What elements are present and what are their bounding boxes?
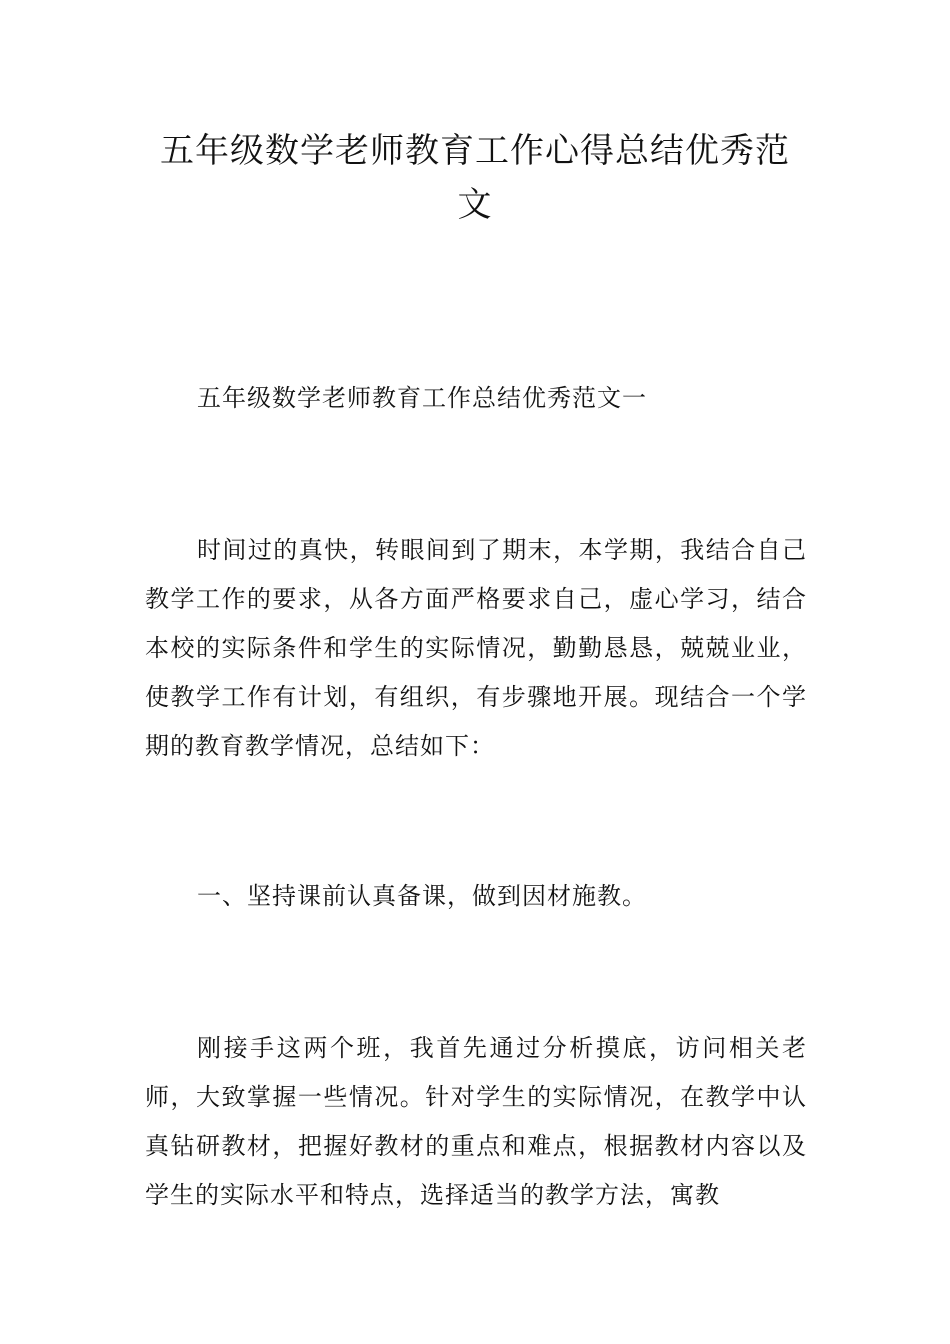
document-title: 五年级数学老师教育工作心得总结优秀范文 bbox=[160, 131, 790, 225]
section-paragraph-1: 刚接手这两个班，我首先通过分析摸底，访问相关老师，大致掌握一些情况。针对学生的实际情况，在教学中认真钻研教材，把握好教材的重点和难点，根据教材内容以及学生的实际水平和特点，选择适当的教学方法，寓教 bbox=[145, 1034, 807, 1209]
document-subtitle: 五年级数学老师教育工作总结优秀范文一 bbox=[197, 384, 647, 412]
intro-paragraph: 时间过的真快，转眼间到了期末，本学期，我结合自己教学工作的要求，从各方面严格要求自己，虚心学习，结合本校的实际条件和学生的实际情况，勤勤恳恳，兢兢业业，使教学工作有计划，有组织，有步骤地开展。现结合一个学期的教育教学情况，总结如下： bbox=[145, 536, 807, 760]
section-heading-1: 一、坚持课前认真备课，做到因材施教。 bbox=[197, 882, 647, 910]
